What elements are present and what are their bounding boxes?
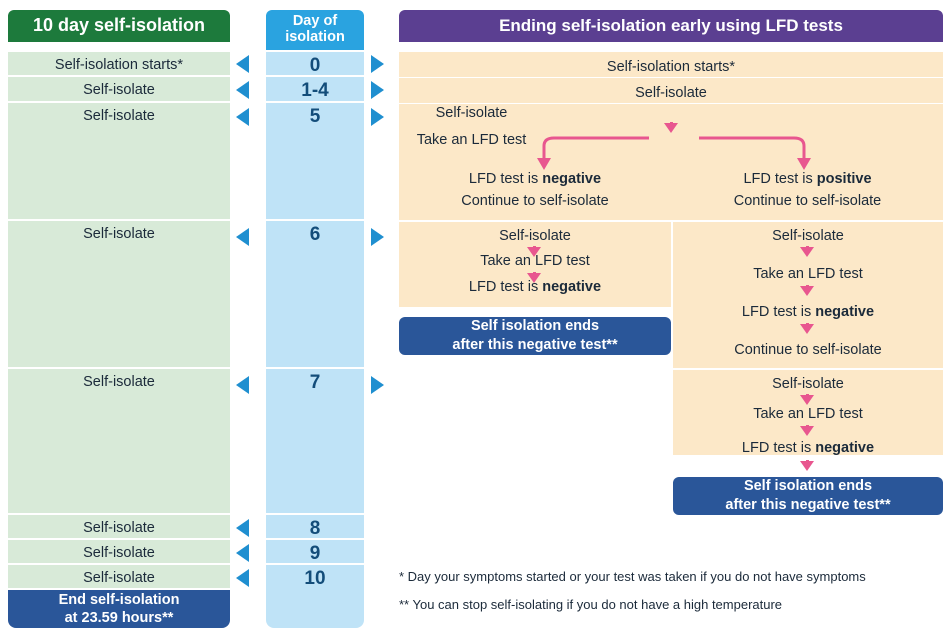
left-end-line1: End self-isolation	[58, 591, 180, 608]
right-column-header	[399, 10, 943, 42]
left-cell-day10-label: Self-isolate	[83, 570, 155, 586]
left-column-header-label: 10 day self-isolation	[32, 15, 206, 36]
day-cell-0	[266, 52, 364, 77]
left-cell-day6-label: Self-isolate	[83, 226, 155, 242]
footnote-2: ** You can stop self-isolating if you do not have a high temperature	[399, 597, 783, 612]
day-cell-9-label: 9	[309, 543, 321, 564]
left-cell-day0	[8, 52, 230, 77]
right-cell-day1-4	[399, 78, 943, 103]
day-cell-1-4	[266, 77, 364, 103]
day-cell-7	[266, 369, 364, 515]
pink-split-day5	[504, 128, 844, 170]
day7-right-end-line2: after this negative test**	[725, 497, 891, 513]
day6-right-self-isolate: Self-isolate	[772, 228, 844, 244]
pink-arrow-day6-right-2	[800, 286, 814, 296]
right-column-header-label: Ending self-isolation early using LFD tests	[499, 15, 843, 35]
right-cell-day0-label: Self-isolation starts*	[606, 59, 736, 75]
arrow-right-day7	[371, 376, 384, 394]
right-cell-day1-4-label: Self-isolate	[635, 85, 707, 101]
pink-arrow-day7-right-3	[800, 461, 814, 471]
day-cell-5-label: 5	[309, 106, 321, 127]
left-cell-day9	[8, 540, 230, 565]
arrow-left-day7	[236, 376, 249, 394]
day-cell-6-label: 6	[309, 224, 321, 245]
day7-right-end-box	[673, 477, 943, 515]
day6-right-take-test: Take an LFD test	[753, 266, 863, 282]
day6-left-result: LFD test is negative	[468, 279, 602, 295]
day6-right-result: LFD test is negative	[741, 304, 875, 320]
left-cell-day0-label: Self-isolation starts*	[54, 57, 184, 73]
day7-right-result: LFD test is negative	[741, 440, 875, 456]
day-cell-9	[266, 540, 364, 565]
day-cell-10	[266, 565, 364, 628]
arrow-left-day1-4	[236, 81, 249, 99]
left-cell-day5-label: Self-isolate	[83, 108, 155, 124]
left-cell-day8-label: Self-isolate	[83, 520, 155, 536]
arrow-right-day0	[371, 55, 384, 73]
day-cell-1-4-label: 1-4	[301, 80, 329, 101]
day7-right-take-test: Take an LFD test	[753, 406, 863, 422]
day5-positive-branch	[672, 168, 943, 213]
day5-positive-line2: Continue to self-isolate	[733, 193, 882, 210]
day-cell-8	[266, 515, 364, 540]
day5-positive-line1: LFD test is positive	[743, 171, 872, 187]
arrow-left-day8	[236, 519, 249, 537]
left-cell-day1-4-label: Self-isolate	[83, 82, 155, 98]
left-cell-day7-label: Self-isolate	[83, 374, 155, 390]
left-cell-day8	[8, 515, 230, 540]
day5-take-test: Take an LFD test	[416, 132, 527, 148]
arrow-left-day0	[236, 55, 249, 73]
arrow-right-day6	[371, 228, 384, 246]
day5-negative-line2: Continue to self-isolate	[461, 193, 609, 210]
day-cell-7-label: 7	[309, 372, 321, 393]
middle-column-header-line1: Day of	[292, 13, 338, 30]
arrow-left-day9	[236, 544, 249, 562]
footnote-1: * Day your symptoms started or your test was taken if you do not have symptoms	[399, 569, 866, 584]
middle-column-header	[266, 10, 364, 50]
day5-self-isolate: Self-isolate	[435, 105, 508, 121]
left-column-header	[8, 10, 230, 42]
day-cell-0-label: 0	[309, 55, 321, 76]
left-cell-day1-4	[8, 77, 230, 103]
day6-left-self-isolate: Self-isolate	[499, 228, 571, 244]
day7-right-self-isolate: Self-isolate	[772, 376, 844, 392]
left-cell-day9-label: Self-isolate	[83, 545, 155, 561]
left-end-line2: at 23.59 hours**	[64, 610, 174, 626]
right-cell-day0	[399, 52, 943, 77]
day7-right-end-line1: Self isolation ends	[743, 478, 873, 495]
pink-arrow-day6-right-1	[800, 247, 814, 257]
middle-column-header-line2: isolation	[285, 29, 345, 45]
day6-left-end-box	[399, 317, 671, 355]
day6-right-continue: Continue to self-isolate	[734, 342, 882, 358]
left-cell-day7	[8, 369, 230, 515]
pink-arrow-day7-right-2	[800, 426, 814, 436]
left-cell-day6	[8, 221, 230, 369]
day6-left-end-line1: Self isolation ends	[470, 318, 600, 335]
day-cell-10-label: 10	[304, 568, 326, 589]
left-cell-end-self-isolation	[8, 590, 230, 628]
day6-left-take-test: Take an LFD test	[480, 253, 590, 269]
day-cell-6	[266, 221, 364, 369]
day-cell-8-label: 8	[309, 518, 321, 539]
pink-arrow-day7-right-1	[800, 395, 814, 405]
arrow-right-day1-4	[371, 81, 384, 99]
day5-negative-branch	[399, 168, 671, 213]
left-cell-day10	[8, 565, 230, 590]
arrow-left-day10	[236, 569, 249, 587]
pink-arrow-day6-right-3	[800, 324, 814, 334]
day6-left-end-line2: after this negative test**	[452, 337, 618, 353]
arrow-left-day6	[236, 228, 249, 246]
day5-negative-line1: LFD test is negative	[468, 171, 602, 187]
